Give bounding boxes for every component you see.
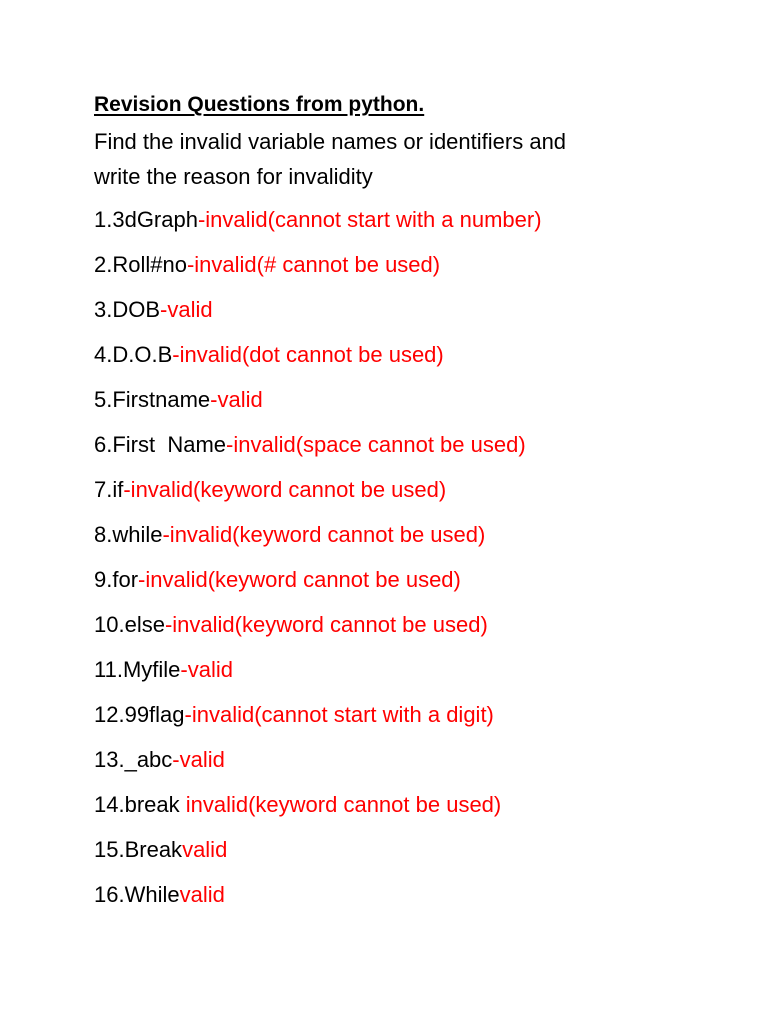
question-item [94,512,734,557]
question-answer: valid [179,882,225,907]
question-item [94,197,734,242]
question-prompt: 11.Myfile [94,657,181,682]
question-prompt: 16.While [94,882,180,907]
question-item [94,737,734,782]
question-prompt: 9.for [94,567,139,592]
question-prompt: 12.99flag [94,702,185,727]
question-answer: -invalid(dot cannot be used) [172,342,444,367]
instruction-line: Find the invalid variable names or identifiers and [94,129,567,154]
question-item [94,377,734,422]
question-item [94,602,734,647]
question-answer: -invalid(cannot start with a number) [197,207,542,232]
question-prompt: 4.D.O.B [94,342,173,367]
question-item [94,287,734,332]
question-item [94,422,734,467]
question-prompt: 3.DOB [94,297,161,322]
question-answer: valid [182,837,228,862]
question-item [94,242,734,287]
question-item [94,332,734,377]
question-answer: -invalid(keyword cannot be used) [162,522,486,547]
question-prompt: 13._abc [94,747,173,772]
question-answer: -invalid(keyword cannot be used) [123,477,447,502]
question-prompt: 10.else [94,612,165,637]
question-answer: -valid [210,387,263,412]
question-item [94,827,734,872]
question-item [94,692,734,737]
question-answer: -invalid(keyword cannot be used) [138,567,461,592]
question-list [94,197,734,917]
question-prompt: 14.break [94,792,186,817]
question-item [94,782,734,827]
question-prompt: 1.3dGraph [94,207,198,232]
document-page [94,88,734,917]
question-item [94,647,734,692]
question-item [94,557,734,602]
document-title: Revision Questions from python. [94,93,425,116]
question-item [94,872,734,917]
question-prompt: 6.First Name [94,432,227,457]
question-prompt: 15.Break [94,837,183,862]
question-prompt: 2.Roll#no [94,252,187,277]
question-answer: invalid(keyword cannot be used) [185,792,502,817]
question-answer: -invalid(# cannot be used) [186,252,441,277]
question-answer: -invalid(cannot start with a digit) [184,702,494,727]
question-prompt: 8.while [94,522,163,547]
question-answer: -valid [160,297,213,322]
instruction-line: write the reason for invalidity [94,164,373,189]
question-answer: -valid [172,747,225,772]
instructions [94,124,734,194]
question-prompt: 7.if [94,477,124,502]
question-item [94,467,734,512]
question-answer: -invalid(space cannot be used) [226,432,526,457]
question-answer: -valid [180,657,233,682]
question-answer: -invalid(keyword cannot be used) [164,612,488,637]
question-prompt: 5.Firstname [94,387,211,412]
